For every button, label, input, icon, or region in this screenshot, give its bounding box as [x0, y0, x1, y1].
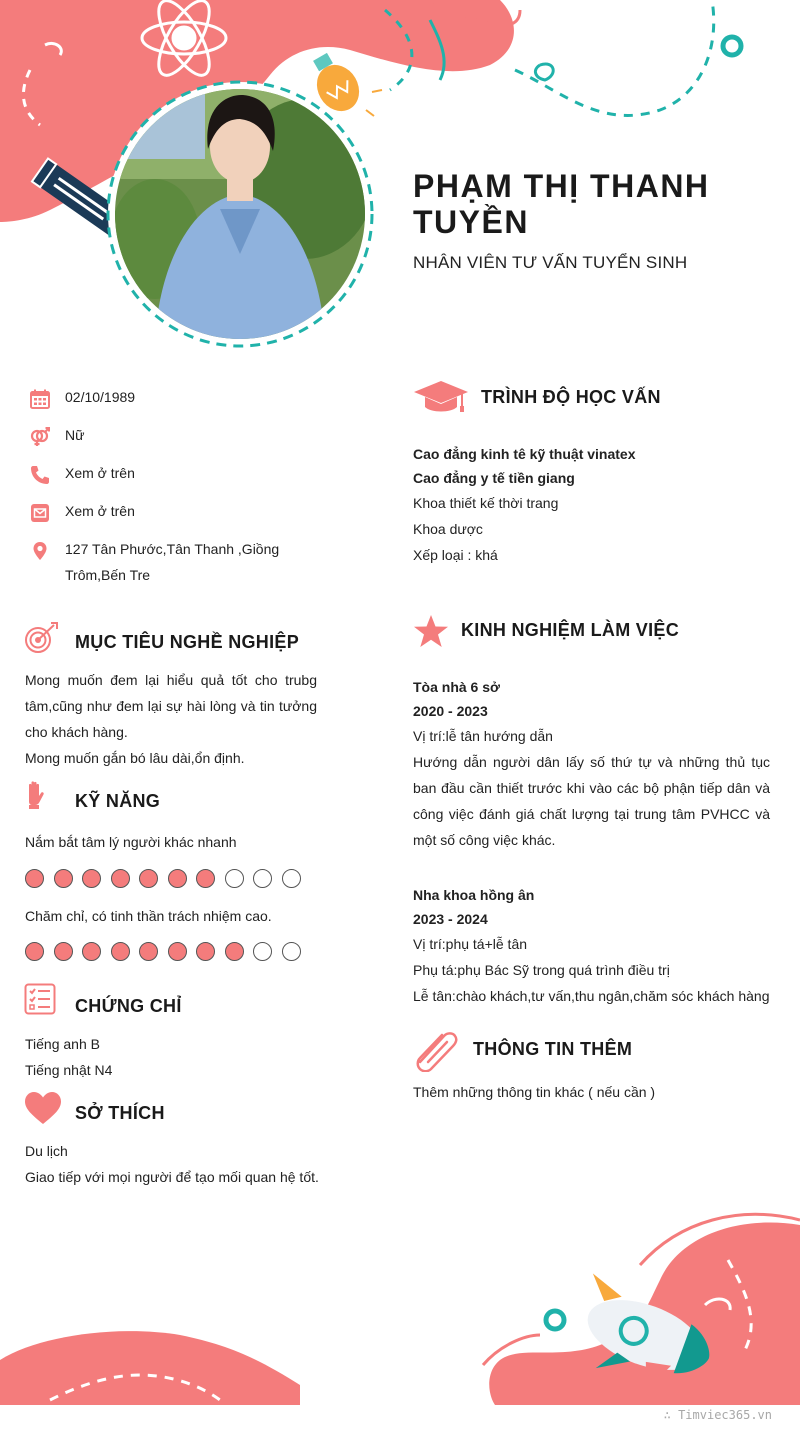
- skill-1-rating: [25, 869, 310, 888]
- heart-icon: [24, 1091, 62, 1125]
- objective-text-2: [25, 745, 317, 771]
- rating-dot-filled: [25, 869, 44, 888]
- graduation-cap-icon: [413, 380, 469, 414]
- education-major-2: Khoa dược: [413, 521, 483, 537]
- watermark: [664, 1408, 772, 1422]
- rating-dot-filled: [139, 869, 158, 888]
- objective-title: MỤC TIÊU NGHỀ NGHIỆP: [75, 632, 300, 652]
- contact-address: [30, 542, 295, 588]
- rating-dot-empty: [253, 942, 272, 961]
- certificates-title: CHỨNG CHỈ: [75, 996, 182, 1016]
- watermark-mark-icon: ∴: [663, 1408, 679, 1422]
- education-school-1: Cao đẳng kinh tê kỹ thuật vinatex: [413, 446, 636, 462]
- certificate-2: Tiếng nhật N4: [25, 1062, 113, 1078]
- rating-dot-filled: [82, 942, 101, 961]
- rating-dot-empty: [282, 942, 301, 961]
- candidate-name: PHẠM THỊ THANH TUYỀN: [413, 168, 710, 240]
- job-2-period: 2023 - 2024: [413, 911, 488, 927]
- objective-text: [25, 667, 317, 745]
- rating-dot-empty: [225, 869, 244, 888]
- additional-title: THÔNG TIN THÊM: [473, 1039, 633, 1059]
- job-title: NHÂN VIÊN TƯ VẤN TUYỂN SINH: [413, 253, 688, 272]
- contact-gender: [30, 428, 295, 448]
- birthday-text: 02/10/1989: [65, 389, 136, 405]
- calendar-icon: [30, 389, 50, 409]
- education-major-1: Khoa thiết kế thời trang: [413, 495, 559, 511]
- job-2-company: Nha khoa hồng ân: [413, 887, 535, 903]
- location-pin-icon: [30, 541, 50, 561]
- email-icon: [30, 503, 50, 523]
- rating-dot-filled: [225, 942, 244, 961]
- job-1-role: Vị trí:lễ tân hướng dẫn: [413, 728, 553, 744]
- job-2-description-2: Lễ tân:chào khách,tư vấn,thu ngân,chăm sóc khách hàng: [413, 988, 770, 1004]
- address-text: 127 Tân Phước,Tân Thanh ,Giồng Trôm,Bến Tre: [65, 541, 280, 583]
- rating-dot-empty: [282, 869, 301, 888]
- hobbies-title: SỞ THÍCH: [75, 1103, 165, 1123]
- objective-line-1: Mong muốn đem lại hiểu quả tốt cho trubg tâm,cũng như đem lại sự hài lòng và tin tưởng cho khách hàng.: [25, 672, 317, 740]
- rating-dot-filled: [111, 942, 130, 961]
- certificate-1: Tiếng anh B: [25, 1036, 100, 1052]
- rating-dot-filled: [54, 942, 73, 961]
- rating-dot-filled: [196, 942, 215, 961]
- gender-text: Nữ: [65, 427, 85, 443]
- contact-phone: [30, 466, 295, 486]
- phone-text: Xem ở trên: [65, 465, 135, 481]
- skill-1-name: Nắm bắt tâm lý người khác nhanh: [25, 834, 237, 850]
- rating-dot-filled: [54, 869, 73, 888]
- rating-dot-filled: [82, 869, 101, 888]
- objective-line-2: Mong muốn gắn bó lâu dài,ổn định.: [25, 750, 245, 766]
- job-2-description-1: Phụ tá:phụ Bác Sỹ trong quá trình điều trị: [413, 962, 670, 978]
- job-1-description: Hướng dẫn người dân lấy số thứ tự và những thủ tục ban đầu cần thiết trước khi vào các bộ phận tiếp dân và công việc đánh giá chất lượng tại trung tâm PVHCC và một số công việc khác.: [413, 754, 770, 848]
- contact-email: [30, 504, 295, 524]
- rating-dot-filled: [111, 869, 130, 888]
- experience-title: KINH NGHIỆM LÀM VIỆC: [461, 620, 680, 640]
- profile-photo: [115, 89, 365, 339]
- skill-2-rating: [25, 942, 310, 961]
- target-icon: [24, 622, 60, 656]
- job-1-company: Tòa nhà 6 sở: [413, 679, 500, 695]
- watermark-text: Timviec365.vn: [678, 1408, 772, 1422]
- rating-dot-filled: [196, 869, 215, 888]
- hobby-1: Du lịch: [25, 1143, 68, 1159]
- contact-birthday: [30, 390, 295, 410]
- phone-icon: [30, 465, 50, 485]
- rating-dot-filled: [168, 942, 187, 961]
- rating-dot-filled: [168, 869, 187, 888]
- rating-dot-filled: [25, 942, 44, 961]
- education-title: TRÌNH ĐỘ HỌC VẤN: [481, 387, 661, 407]
- email-text: Xem ở trên: [65, 503, 135, 519]
- skills-title: KỸ NĂNG: [75, 791, 161, 811]
- rating-dot-empty: [253, 869, 272, 888]
- skill-2-name: Chăm chỉ, có tinh thần trách nhiệm cao.: [25, 908, 272, 924]
- hobby-2: Giao tiếp với mọi người để tạo mối quan hệ tốt.: [25, 1169, 319, 1185]
- education-school-2: Cao đẳng y tế tiền giang: [413, 470, 575, 486]
- paperclip-icon: [414, 1028, 460, 1072]
- star-icon: [413, 614, 449, 648]
- job-1-period: 2020 - 2023: [413, 703, 488, 719]
- gender-icon: [30, 427, 50, 447]
- additional-text: Thêm những thông tin khác ( nếu cần ): [413, 1084, 656, 1100]
- rating-dot-filled: [139, 942, 158, 961]
- hand-icon: [24, 780, 48, 810]
- education-rank: Xếp loại : khá: [413, 547, 498, 563]
- job-2-role: Vị trí:phụ tá+lễ tân: [413, 936, 528, 952]
- checklist-icon: [24, 983, 56, 1015]
